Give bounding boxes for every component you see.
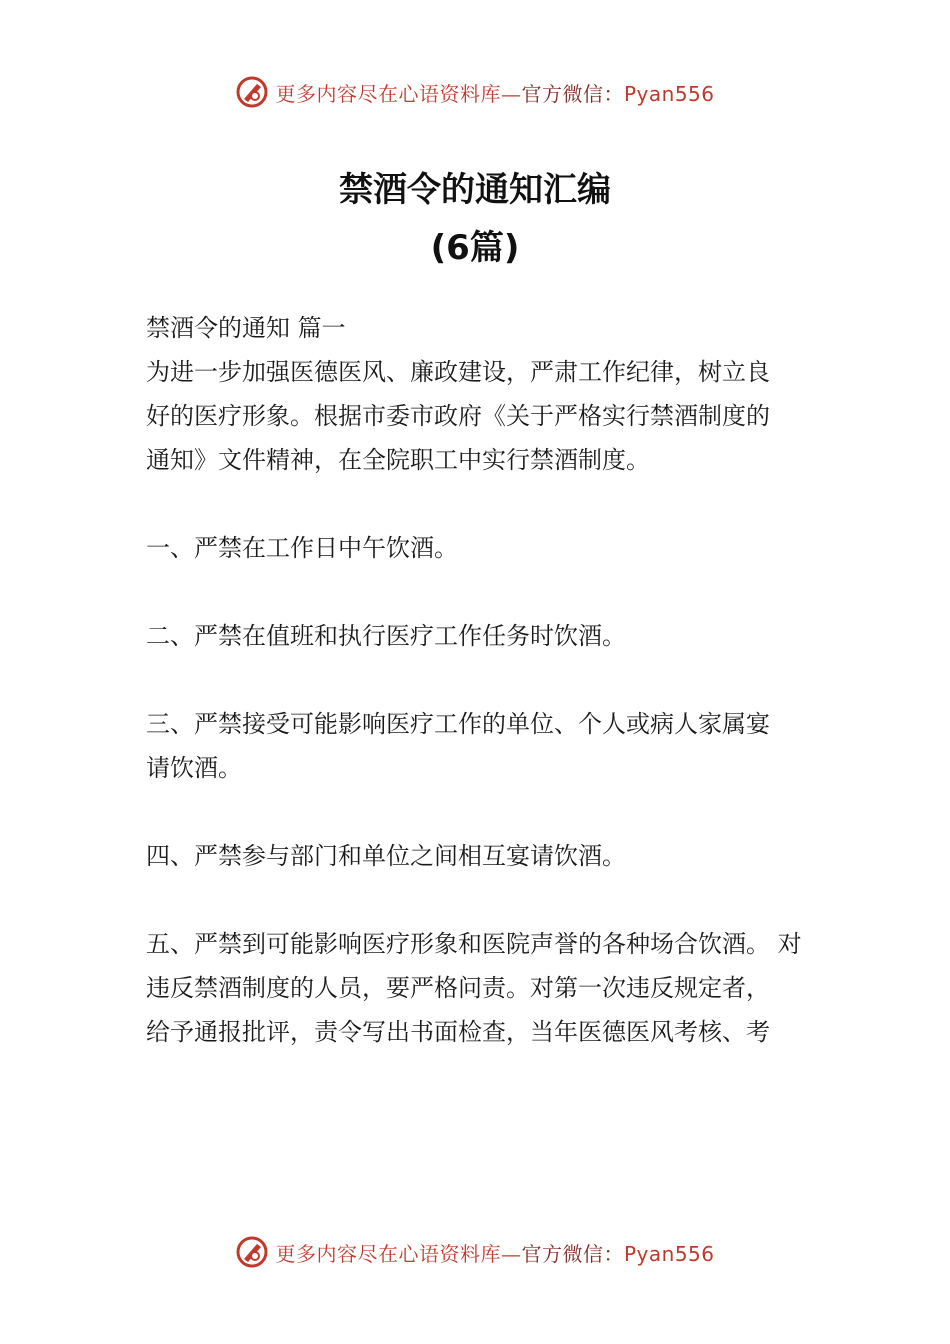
- banner-text: 更多内容尽在心语资料库—官方微信：Pyan556: [275, 81, 715, 106]
- brand-logo-icon: [235, 1235, 269, 1269]
- brand-logo-icon: [235, 75, 269, 109]
- intro-line: 通知》文件精神，在全院职工中实行禁酒制度。: [146, 446, 650, 474]
- rule-item-5-line: 五、严禁到可能影响医疗形象和医院声誉的各种场合饮酒。 对: [146, 930, 802, 958]
- header-banner: [0, 72, 950, 112]
- document-body: [146, 306, 816, 1054]
- rule-item-4: 四、严禁参与部门和单位之间相互宴请饮酒。: [146, 842, 626, 870]
- rule-item-5-line: 违反禁酒制度的人员，要严格问责。对第一次违反规定者，: [146, 974, 770, 1002]
- document-subtitle: (6篇): [430, 228, 520, 268]
- intro-line: 好的医疗形象。根据市委市政府《关于严格实行禁酒制度的: [146, 402, 770, 430]
- section-heading: 禁酒令的通知 篇一: [146, 314, 346, 342]
- document-title: 禁酒令的通知汇编: [339, 170, 611, 210]
- footer-banner: [0, 1232, 950, 1272]
- rule-item-3-line: 三、严禁接受可能影响医疗工作的单位、个人或病人家属宴: [146, 710, 770, 738]
- banner-text: 更多内容尽在心语资料库—官方微信：Pyan556: [275, 1241, 715, 1266]
- rule-item-1: 一、严禁在工作日中午饮酒。: [146, 534, 458, 562]
- rule-item-2: 二、严禁在值班和执行医疗工作任务时饮酒。: [146, 622, 626, 650]
- intro-line: 为进一步加强医德医风、廉政建设，严肃工作纪律，树立良: [146, 358, 770, 386]
- rule-item-3-line: 请饮酒。: [146, 754, 242, 782]
- rule-item-5-line: 给予通报批评，责令写出书面检查，当年医德医风考核、考: [146, 1018, 770, 1046]
